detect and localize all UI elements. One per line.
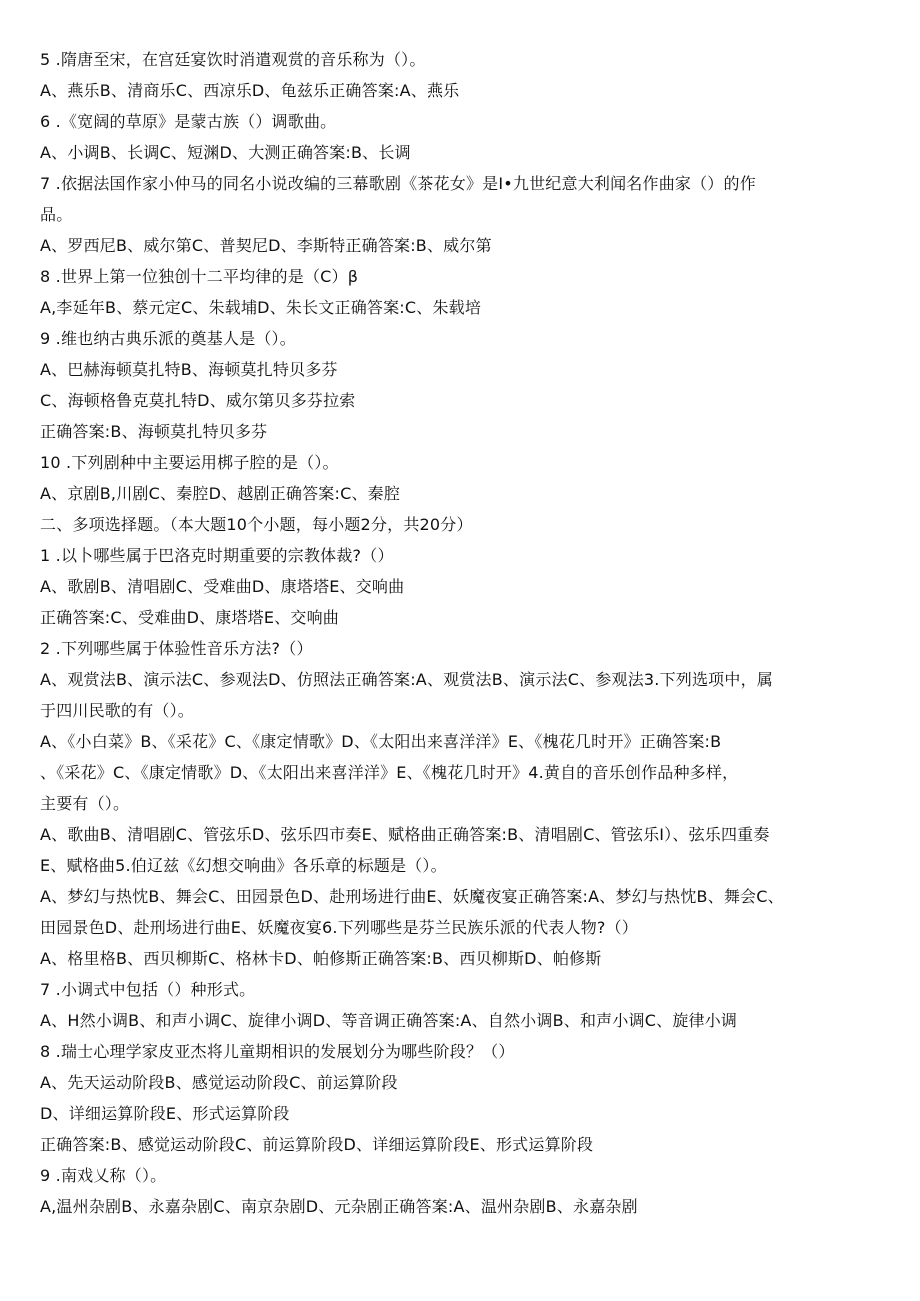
answer-5: A、燕乐B、清商乐C、西凉乐D、龟兹乐正确答案:A、燕乐	[40, 81, 460, 100]
mq-9: 9 .南戏乂称（）。	[40, 1166, 167, 1185]
question-8: 8 .世界上第一位独创十二平均律的是（C）β	[40, 267, 359, 286]
mq-3-options: A、《小白菜》B、《采花》C、《康定情歌》D、《太阳出来喜洋洋》E、《槐花几时开》正确答案:B	[40, 732, 722, 751]
mq-7: 7 .小调式中包括（）种形式。	[40, 980, 256, 999]
mq-6: 田园景色D、赴刑场进行曲E、妖魔夜宴6.下列哪些是芬兰民族乐派的代表人物?（）	[40, 918, 638, 937]
answer-6: A、小调B、长调C、短渊D、大测正确答案:B、长调	[40, 143, 411, 162]
mq-5-answer: A、梦幻与热忱B、舞会C、田园景色D、赴刑场进行曲E、妖魔夜宴正确答案:A、梦幻与热忱B、舞会C、	[40, 887, 784, 906]
mq-2-answer: A、观赏法B、演示法C、参观法D、仿照法正确答案:A、观赏法B、演示法C、参观法3.下列选项中，属	[40, 670, 773, 689]
mq-9-answer: A,温州杂剧B、永嘉杂剧C、南京杂剧D、元杂剧正确答案:A、温州杂剧B、永嘉杂剧	[40, 1197, 638, 1216]
question-5: 5 .隋唐至宋，在宫廷宴饮时消遣观赏的音乐称为（）。	[40, 50, 426, 69]
question-7: 7 .依据法国作家小仲马的同名小说改编的三幕歌剧《茶花女》是I•九世纪意大利闻名作曲家（）的作	[40, 174, 756, 193]
mq-7-answer: A、H然小调B、和声小调C、旋律小调D、等音调正确答案:A、自然小调B、和声小调C、旋律小调	[40, 1011, 738, 1030]
mq-2: 2 .下列哪些属于体验性音乐方法?（）	[40, 639, 313, 658]
options-9-cd: C、海顿格鲁克莫扎特D、威尔第贝多芬拉索	[40, 391, 356, 410]
options-9-ab: A、巴赫海顿莫扎特B、海顿莫扎特贝多芬	[40, 360, 338, 379]
mq-8: 8 .瑞士心理学家皮亚杰将儿童期相识的发展划分为哪些阶段？（）	[40, 1042, 515, 1061]
question-10: 10 .下列剧种中主要运用梆子腔的是（）。	[40, 453, 339, 472]
mq-8-options-abc: A、先天运动阶段B、感觉运动阶段C、前运算阶段	[40, 1073, 398, 1092]
mq-3: 于四川民歌的有（）。	[40, 701, 195, 720]
question-9: 9 .维也纳古典乐派的奠基人是（）。	[40, 329, 296, 348]
mq-8-answer: 正确答案:B、感觉运动阶段C、前运算阶段D、详细运算阶段E、形式运算阶段	[40, 1135, 594, 1154]
section-heading: 二、多项选择题。（本大题10个小题，每小题2分，共20分）	[40, 515, 473, 534]
mq-8-options-de: D、详细运算阶段E、形式运算阶段	[40, 1104, 290, 1123]
mq-6-answer: A、格里格B、西贝柳斯C、格林卡D、帕修斯正确答案:B、西贝柳斯D、帕修斯	[40, 949, 602, 968]
answer-10: A、京剧B,川剧C、秦腔D、越剧正确答案:C、秦腔	[40, 484, 401, 503]
answer-8: A,李延年B、蔡元定C、朱载埔D、朱长文正确答案:C、朱载培	[40, 298, 482, 317]
question-6: 6 .《宽阔的草原》是蒙古族（）调歌曲。	[40, 112, 337, 131]
mq-4-cont: 主要有（）。	[40, 794, 130, 813]
mq-3-answer: 、《采花》C、《康定情歌》D、《太阳出来喜洋洋》E、《槐花几时开》4.黄自的音乐创作品种多样，	[40, 763, 739, 782]
mq-5: E、赋格曲5.伯辽兹《幻想交响曲》各乐章的标题是（）。	[40, 856, 447, 875]
mq-4-answer: A、歌曲B、清唱剧C、管弦乐D、弦乐四市奏E、赋格曲正确答案:B、清唱剧C、管弦乐I）、弦乐四重奏	[40, 825, 770, 844]
mq-1-options: A、歌剧B、清唱剧C、受难曲D、康塔塔E、交响曲	[40, 577, 405, 596]
answer-9: 正确答案:B、海顿莫扎特贝多芬	[40, 422, 268, 441]
question-7-cont: 品。	[40, 205, 73, 224]
document-page	[40, 44, 886, 1222]
answer-7: A、罗西尼B、威尔第C、普契尼D、李斯特正确答案:B、威尔第	[40, 236, 492, 255]
mq-1-answer: 正确答案:C、受难曲D、康塔塔E、交响曲	[40, 608, 339, 627]
mq-1: 1 .以卜哪些属于巴洛克时期重要的宗教体裁?（）	[40, 546, 394, 565]
